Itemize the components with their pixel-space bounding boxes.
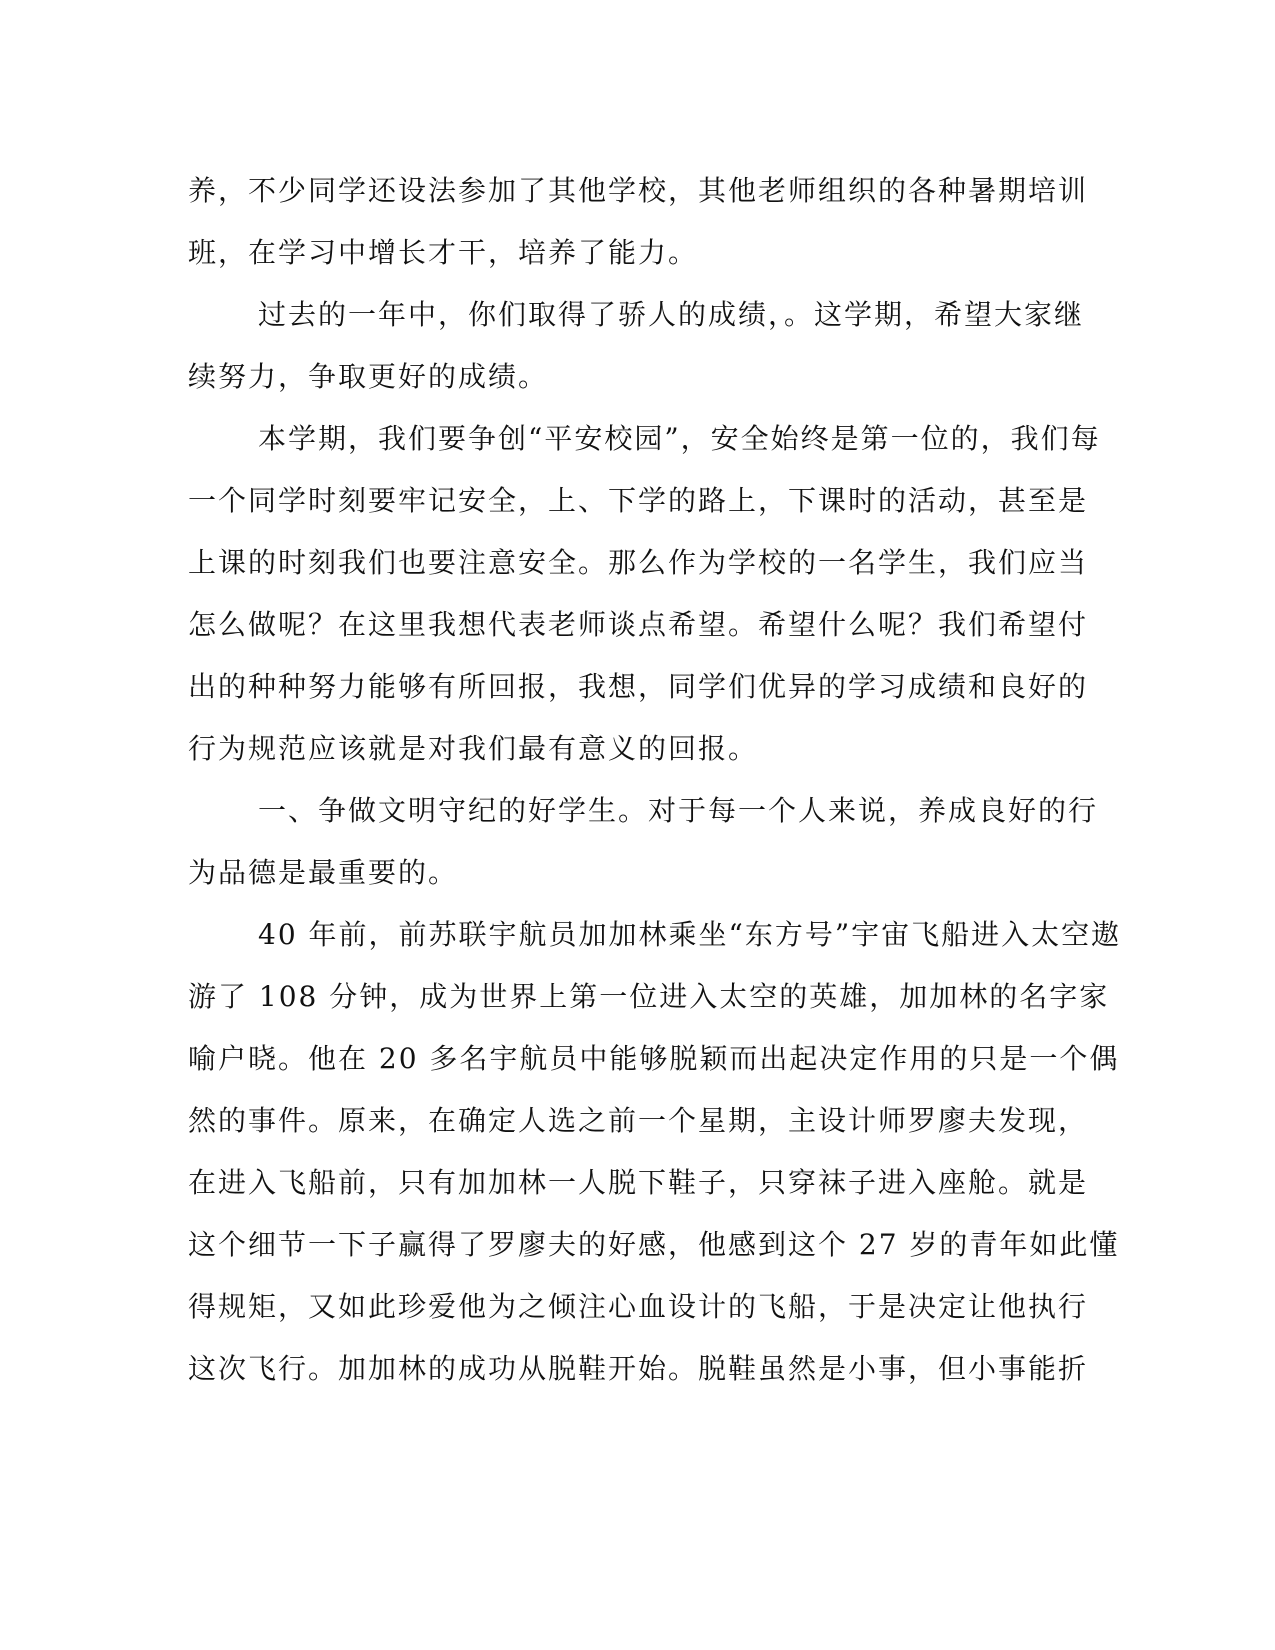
text-line: 过去的一年中，你们取得了骄人的成绩，。这学期，希望大家继 [258,298,1085,331]
text-line: 班，在学习中增长才干，培养了能力。 [188,236,699,269]
text-line: 一、争做文明守纪的好学生。对于每一个人来说，养成良好的行 [258,794,1099,827]
paragraph-4 [188,780,1099,904]
text-line: 40 年前，前苏联宇航员加加林乘坐“东方号”宇宙飞船进入太空遨 [258,918,1122,951]
text-line: 续努力，争取更好的成绩。 [188,360,549,393]
paragraph-3 [188,408,1101,780]
text-line: 在进入飞船前，只有加加林一人脱下鞋子，只穿袜子进入座舱。就是 [188,1166,1089,1199]
text-line: 本学期，我们要争创“平安校园”，安全始终是第一位的，我们每 [258,422,1101,455]
text-line: 养，不少同学还设法参加了其他学校，其他老师组织的各种暑期培训 [188,174,1089,207]
text-line: 一个同学时刻要牢记安全，上、下学的路上，下课时的活动，甚至是 [188,484,1089,517]
text-line: 喻户晓。他在 20 多名宇航员中能够脱颖而出起决定作用的只是一个偶 [188,1042,1120,1075]
paragraph-1 [188,160,1088,284]
text-line: 出的种种努力能够有所回报，我想，同学们优异的学习成绩和良好的 [188,670,1089,703]
text-line: 得规矩，又如此珍爱他为之倾注心血设计的飞船，于是决定让他执行 [188,1290,1089,1323]
text-line: 然的事件。原来，在确定人选之前一个星期，主设计师罗廖夫发现， [188,1104,1089,1137]
text-line: 行为规范应该就是对我们最有意义的回报。 [188,732,759,765]
text-line: 游了 108 分钟，成为世界上第一位进入太空的英雄，加加林的名字家 [188,980,1110,1013]
paragraph-5 [188,904,1122,1400]
text-line: 这个细节一下子赢得了罗廖夫的好感，他感到这个 27 岁的青年如此懂 [188,1228,1120,1261]
text-line: 怎么做呢？在这里我想代表老师谈点希望。希望什么呢？我们希望付 [188,608,1089,641]
text-line: 这次飞行。加加林的成功从脱鞋开始。脱鞋虽然是小事，但小事能折 [188,1352,1089,1385]
document-body [188,160,1122,1400]
paragraph-2 [188,284,1088,408]
text-line: 上课的时刻我们也要注意安全。那么作为学校的一名学生，我们应当 [188,546,1089,579]
text-line: 为品德是最重要的。 [188,856,459,889]
